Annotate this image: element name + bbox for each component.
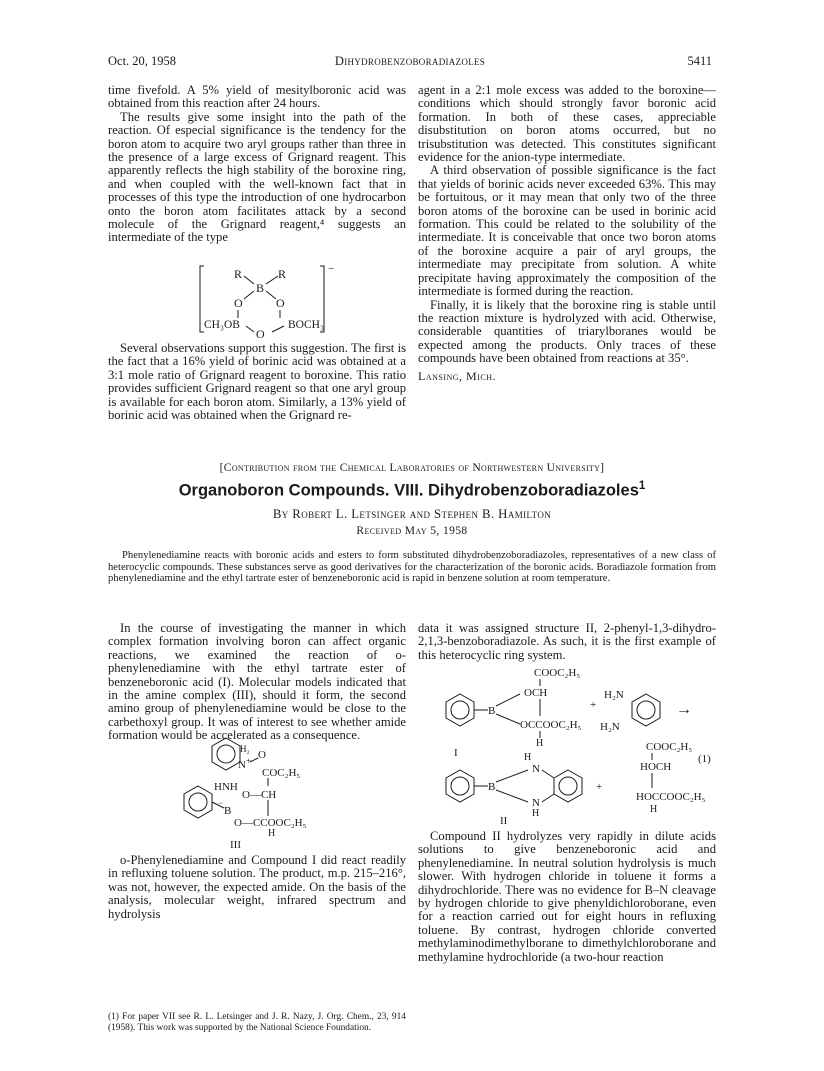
atom-label: N (532, 763, 540, 775)
structure-label: III (230, 839, 241, 851)
atom-label: R (234, 267, 243, 281)
atom-label: B (224, 805, 232, 817)
reaction-equation (440, 664, 716, 829)
atom-label: N (532, 797, 540, 809)
equation-number: (1) (698, 753, 711, 765)
benzene-ring (184, 786, 212, 818)
charge-sign: − (218, 798, 224, 808)
page-number: 5411 (687, 54, 712, 68)
abstract-text: Phenylenediamine reacts with boronic acids and esters to form substituted dihydrobenzoboradiazoles, representatives of a new class of heterocyclic compounds. These substances serve as good derivatives for the characterization of the boronic acids. Boradiazole formation from phenylenediamine and the ethyl tartrate ester of benzeneboronic acid is rapid in benzene solution at room temperature. (108, 550, 716, 585)
atom-label: R (278, 267, 287, 281)
footnote: (1) For paper VII see R. L. Letsinger and J. R. Nazy, J. Org. Chem., 23, 914 (1958). This work was supported by the National Science Foundation. (108, 1012, 406, 1033)
atom-label: H (536, 738, 544, 749)
paragraph: A third observation of possible significance is the fact that yields of borinic acids never exceeded 63%. This may be fortuitous, or it may mean that only two of the three boron atoms of the boroxine can be used in borinic acid formation. This could be related to the solubility of the intermediate. It is conceivable that once two boron atoms of the boroxine acquire a pair of aryl groups, the intermediate may precipitate from solution. A white precipitate having approximately the composition of the intermediate is formed during the reaction. (418, 163, 716, 299)
atom-label: O (258, 749, 266, 761)
article-right-column (418, 622, 716, 662)
group-label: HNH (214, 781, 238, 793)
atom-label: O (276, 296, 285, 310)
title-footnote-mark: 1 (638, 480, 646, 492)
group-label: OCCOOC₂H₅ (520, 719, 582, 731)
atom-label: O (256, 327, 265, 340)
running-title: Dihydrobenzoboradiazoles (334, 54, 486, 68)
article-right-column-continued (418, 830, 716, 964)
article-left-column-continued (108, 854, 406, 921)
group-label: HOCCOOC₂H₅ (636, 791, 706, 803)
paragraph: data it was assigned structure II, 2-phenyl-1,3-dihydro-2,1,3-benzoboradiazole. As such, it is the first example of this heterocyclic ring system. (418, 621, 716, 662)
group-label: BOCH₃ (288, 319, 324, 331)
structure-III (178, 732, 378, 857)
atom-label: B (256, 281, 265, 295)
aromatic-circle (637, 701, 655, 719)
paragraph: Several observations support this suggestion. The first is the fact that a 16% yield of borinic acid was obtained at a 3:1 mole ratio of Grignard reagent to boroxine. This ratio provides sufficient Grignard reagent so that one aryl group is available for each boron atom. Similarly, a 13% yield of borinic acid was obtained when the Grignard re- (108, 341, 406, 423)
atom-label: H₂ (240, 744, 250, 754)
aromatic-circle (451, 701, 469, 719)
paragraph: time fivefold. A 5% yield of mesitylboronic acid was obtained from this reaction after 24 hours. (108, 83, 406, 111)
prev-article-right-column (418, 84, 716, 383)
atom-label: H (268, 828, 276, 839)
article-title-text: Organoboron Compounds. VIII. Dihydrobenzoboradiazoles (178, 481, 639, 500)
group-label: H₂N (600, 721, 620, 733)
atom-label: B (488, 781, 496, 793)
plus-sign: + (596, 781, 603, 793)
benzene-ring (212, 738, 240, 770)
paragraph: o-Phenylenediamine and Compound I did react readily in refluxing toluene solution. The product, m.p. 215–216°, was not, however, the expected amide. On the basis of the analysis, molecular weight, infrared spectrum and hydrolysis (108, 853, 406, 921)
benzene-ring (446, 770, 474, 802)
paragraph: In the course of investigating the manner in which complex formation involving boron can affect organic reactions, we examined the reaction of o-phenylenediamine with the ethyl tartrate ester of benzeneboronic acid (I). Molecular models indicated that in the amine complex (III), should it form, the second amino group of phenylenediamine would be close to the carbethoxyl group. It was of interest to see whether amide formation would be accelerated as a consequence. (108, 621, 406, 743)
atom-label: H (524, 752, 532, 763)
group-label: COC₂H₅ (262, 767, 301, 779)
structure-label: I (454, 747, 458, 759)
group-label: OCH (524, 687, 548, 699)
affiliation: Lansing, Mich. (418, 368, 496, 383)
atom-label: H (532, 808, 540, 819)
article-left-column (108, 622, 406, 743)
prev-article-left-column-continued (108, 342, 406, 422)
atom-label: B (488, 705, 496, 717)
reaction-arrow: → (676, 701, 692, 718)
aromatic-circle (451, 777, 469, 795)
intermediate-structure (196, 262, 336, 345)
charge-sign: − (328, 263, 335, 275)
structure-label: II (500, 815, 508, 824)
group-label: O—CH (242, 789, 277, 801)
issue-date: Oct. 20, 1958 (108, 54, 177, 68)
paragraph: agent in a 2:1 mole excess was added to the boroxine—conditions which should strongly favor boronic acid formation. In both of these cases, appreciable disubstitution on boron atoms occurred, but no trisubstitution was detected. This constitutes significant evidence for the anion-type intermediate. (418, 83, 716, 165)
abstract (108, 550, 716, 585)
received-date: Received May 5, 1958 (356, 525, 468, 537)
prev-article-left-column (108, 84, 406, 245)
group-label: HOCH (640, 761, 672, 773)
atom-label: O (234, 296, 243, 310)
aromatic-circle (217, 745, 235, 763)
authors: By Robert L. Letsinger and Stephen B. Hamilton (272, 507, 552, 521)
paragraph: Compound II hydrolyzes very rapidly in dilute acids solutions to give benzeneboronic acid and phenylenediamine. In neutral solution hydrolysis is much slower. With hydrogen chloride in toluene it forms a dihydrochloride. There was no evidence for B–N cleavage by hydrogen chloride to give phenyldichloroborane, even for a reaction carried out for eight hours in refluxing toluene. By contrast, hydrogen chloride converted methylaminodimethylborane to dimethylchloroborane and methylamine hydrochloride (a two-hour reaction (418, 829, 716, 964)
benzene-ring (446, 694, 474, 726)
group-label: H₂N (604, 689, 624, 701)
atom-label: H (650, 804, 658, 815)
atom-label: N (238, 759, 246, 771)
paragraph: The results give some insight into the path of the reaction. Of especial significance is the tendency for the boron atom to acquire two aryl groups rather than three in the presence of a large excess of Grignard reagent. This apparently reflects the high stability of the boroxine ring, and when coupled with the well-known fact that in processes of this type the introduction of one hydrocarbon onto the boron atom facilitates attack by a second molecule of the Grignard reagent,⁴ suggests an intermediate of the type (108, 109, 406, 245)
contribution-line: [Contribution from the Chemical Laboratories of Northwestern University] (219, 461, 605, 474)
running-head (108, 54, 712, 72)
article-title (108, 480, 716, 501)
benzene-ring (554, 770, 582, 802)
benzene-ring (632, 694, 660, 726)
aromatic-circle (189, 793, 207, 811)
group-label: COOC₂H₅ (534, 667, 581, 679)
group-label: CH₃OB (204, 319, 240, 331)
group-label: O—CCOOC₂H₅ (234, 817, 307, 829)
charge-sign: + (246, 756, 252, 766)
plus-sign: + (590, 699, 597, 711)
group-label: COOC₂H₅ (646, 741, 693, 753)
paragraph: Finally, it is likely that the boroxine ring is stable until the reaction mixture is hydrolyzed with acid. Otherwise, considerable quantities of triarylboranes would be expected among the products. Only traces of these compounds have been obtained from reactions at 35°. (418, 297, 716, 366)
aromatic-circle (559, 777, 577, 795)
